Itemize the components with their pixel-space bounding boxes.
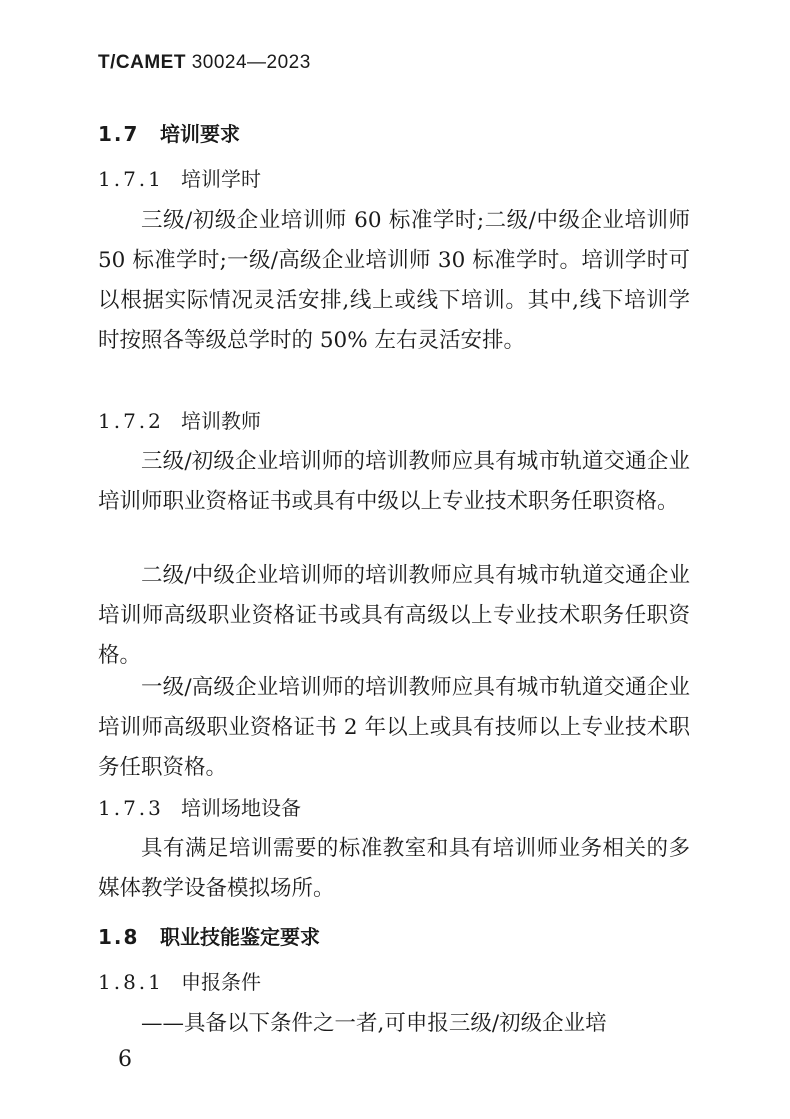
subsection-number: 1.7.2 — [98, 409, 164, 433]
paragraph-training-hours: 三级/初级企业培训师 60 标准学时;二级/中级企业培训师 50 标准学时;一级/高级企业培训师 30 标准学时。培训学时可以根据实际情况灵活安排,线上或线下培训。其中,线下培训学时按照各等级总学时的 50% 左右灵活安排。 — [98, 208, 690, 353]
section-title: 培训要求 — [160, 122, 240, 146]
paragraph-teacher-level-2: 二级/中级企业培训师的培训教师应具有城市轨道交通企业培训师高级职业资格证书或具有高级以上专业技术职务任职资格。 — [98, 563, 690, 668]
paragraph-training-venue: 具有满足培训需要的标准教室和具有培训师业务相关的多媒体教学设备模拟场所。 — [98, 836, 690, 901]
subsection-heading-1-8-1 — [98, 966, 261, 995]
section-title: 职业技能鉴定要求 — [160, 925, 320, 949]
paragraph-application-conditions: ——具备以下条件之一者,可申报三级/初级企业培 — [141, 1011, 607, 1036]
section-heading-1-7 — [98, 118, 240, 147]
standard-header — [98, 52, 311, 74]
paragraph-teacher-level-1: 一级/高级企业培训师的培训教师应具有城市轨道交通企业培训师高级职业资格证书 2 年以上或具有技师以上专业技术职务任职资格。 — [98, 675, 690, 780]
paragraph-teacher-level-3: 三级/初级企业培训师的培训教师应具有城市轨道交通企业培训师职业资格证书或具有中级以上专业技术职务任职资格。 — [98, 449, 690, 514]
subsection-number: 1.8.1 — [98, 970, 164, 994]
subsection-title: 申报条件 — [181, 970, 261, 994]
section-number: 1.8 — [98, 925, 140, 949]
subsection-heading-1-7-2 — [98, 405, 261, 434]
subsection-title: 培训场地设备 — [181, 796, 301, 820]
section-heading-1-8 — [98, 921, 320, 950]
subsection-number: 1.7.1 — [98, 167, 164, 191]
subsection-heading-1-7-1 — [98, 163, 261, 192]
standard-prefix: T/CAMET — [98, 52, 186, 73]
page-number: 6 — [118, 1047, 132, 1072]
standard-number: 30024—2023 — [191, 52, 311, 73]
subsection-title: 培训学时 — [181, 167, 261, 191]
subsection-number: 1.7.3 — [98, 796, 164, 820]
subsection-heading-1-7-3 — [98, 792, 301, 821]
subsection-title: 培训教师 — [181, 409, 261, 433]
section-number: 1.7 — [98, 122, 140, 146]
